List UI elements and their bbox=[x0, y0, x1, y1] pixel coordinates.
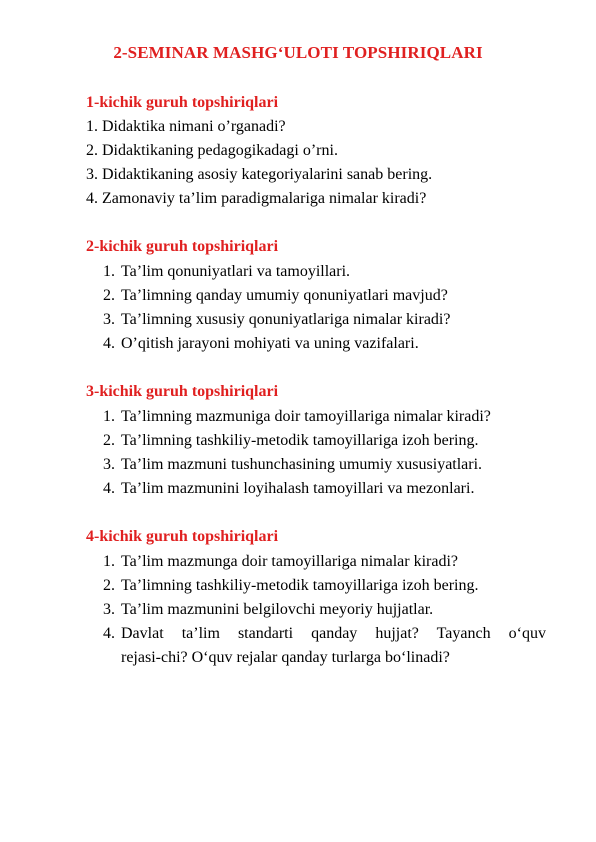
group-3-heading: 3-kichik guruh topshiriqlari bbox=[86, 383, 279, 400]
group-4-item-2-text: Ta’limning tashkiliy-metodik tamoyillariga izoh bering. bbox=[121, 577, 479, 594]
group-3-item-3-text: Ta’lim mazmuni tushunchasining umumiy xususiyatlari. bbox=[121, 456, 483, 473]
group-2-item-2-number: 2. bbox=[103, 287, 115, 304]
group-4-item-3-text: Ta’lim mazmunini belgilovchi meyoriy hujjatlar. bbox=[121, 601, 434, 618]
group-1-item-1: 1. Didaktika nimani o’rganadi? bbox=[86, 118, 286, 135]
page-title: 2-SEMINAR MASHG‘ULOTI TOPSHIRIQLARI bbox=[113, 43, 483, 62]
group-3-item-1-number: 1. bbox=[103, 408, 115, 425]
group-2-item-2-text: Ta’limning qanday umumiy qonuniyatlari mavjud? bbox=[121, 287, 448, 304]
group-4-item-4-text-line-1: Davlat ta’lim standarti qanday hujjat? Tayanch o‘quv bbox=[121, 625, 546, 642]
group-2-item-1-number: 1. bbox=[103, 263, 115, 280]
group-4-item-4-text-line-2: rejasi-chi? O‘quv rejalar qanday turlarga bo‘linadi? bbox=[121, 649, 450, 666]
group-3-item-1-text: Ta’limning mazmuniga doir tamoyillariga nimalar kiradi? bbox=[121, 408, 491, 425]
group-3-item-2-text: Ta’limning tashkiliy-metodik tamoyillariga izoh bering. bbox=[121, 432, 479, 449]
group-4-item-4-number: 4. bbox=[103, 625, 115, 642]
group-3-item-4-text: Ta’lim mazmunini loyihalash tamoyillari va mezonlari. bbox=[121, 480, 475, 497]
group-2-item-3-text: Ta’limning xususiy qonuniyatlariga nimalar kiradi? bbox=[121, 311, 451, 328]
group-3-item-3-number: 3. bbox=[103, 456, 115, 473]
group-3-item-2-number: 2. bbox=[103, 432, 115, 449]
group-4-item-1-number: 1. bbox=[103, 553, 115, 570]
group-4-item-2-number: 2. bbox=[103, 577, 115, 594]
group-4-item-1-text: Ta’lim mazmunga doir tamoyillariga nimalar kiradi? bbox=[121, 553, 458, 570]
group-1-heading: 1-kichik guruh topshiriqlari bbox=[86, 94, 279, 111]
group-3-item-4-number: 4. bbox=[103, 480, 115, 497]
group-1-item-2: 2. Didaktikaning pedagogikadagi o’rni. bbox=[86, 142, 338, 159]
group-1-item-3: 3. Didaktikaning asosiy kategoriyalarini sanab bering. bbox=[86, 166, 433, 183]
group-1-item-4: 4. Zamonaviy ta’lim paradigmalariga nimalar kiradi? bbox=[86, 190, 427, 207]
group-4-heading: 4-kichik guruh topshiriqlari bbox=[86, 528, 279, 545]
group-2-item-1-text: Ta’lim qonuniyatlari va tamoyillari. bbox=[121, 263, 351, 280]
group-2-heading: 2-kichik guruh topshiriqlari bbox=[86, 238, 279, 255]
group-2-item-4-number: 4. bbox=[103, 335, 115, 352]
group-4-item-3-number: 3. bbox=[103, 601, 115, 618]
group-2-item-4-text: O’qitish jarayoni mohiyati va uning vazifalari. bbox=[121, 335, 419, 352]
group-2-item-3-number: 3. bbox=[103, 311, 115, 328]
